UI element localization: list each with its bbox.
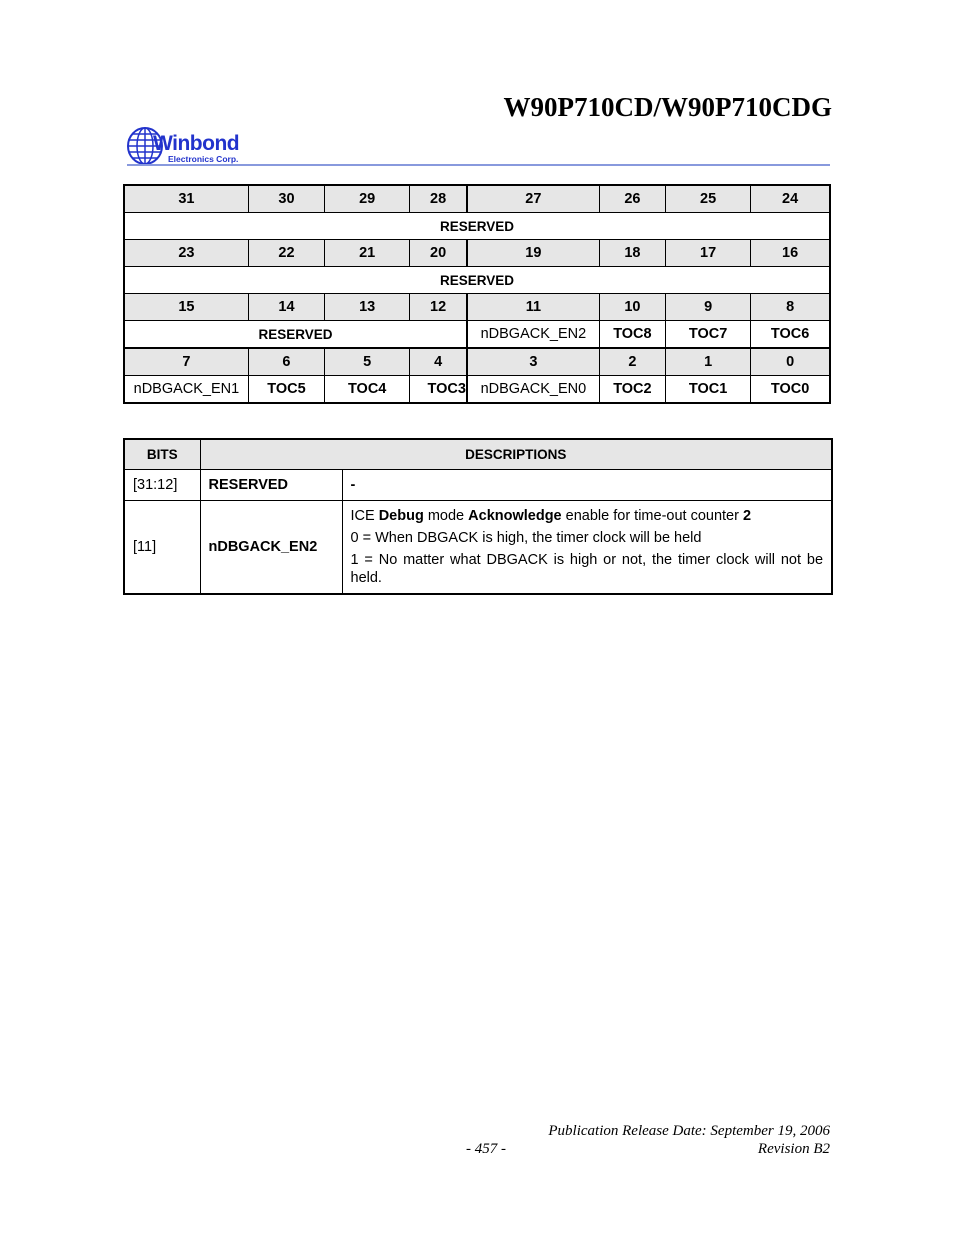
- register-bit-map: [123, 184, 831, 404]
- bit-number-row: [124, 240, 830, 267]
- bit-number: 29: [325, 185, 410, 213]
- field-toc8: TOC8: [599, 321, 665, 349]
- field-name: RESERVED: [200, 470, 342, 501]
- logo-subtitle: Electronics Corp.: [168, 154, 239, 164]
- bit-number: 25: [666, 185, 751, 213]
- bit-number: 5: [325, 348, 410, 376]
- field-description: [342, 501, 832, 595]
- bit-number: 15: [124, 294, 248, 321]
- description-line: [351, 507, 824, 525]
- document-title: W90P710CD/W90P710CDG: [503, 92, 832, 122]
- header-divider: [127, 164, 830, 166]
- bit-number: 17: [666, 240, 751, 267]
- field-toc0: TOC0: [751, 376, 830, 404]
- field-ndbgack-en1: nDBGACK_EN1: [124, 376, 248, 404]
- field-reserved: RESERVED: [124, 267, 830, 294]
- bit-number: 2: [599, 348, 665, 376]
- bit-number: 12: [410, 294, 467, 321]
- field-toc3: TOC3: [410, 376, 467, 404]
- bit-number: 27: [467, 185, 599, 213]
- bit-number: 30: [248, 185, 324, 213]
- bit-range: [31:12]: [124, 470, 200, 501]
- bit-number-row: [124, 294, 830, 321]
- field-ndbgack-en2: nDBGACK_EN2: [467, 321, 599, 349]
- bit-number: 10: [599, 294, 665, 321]
- bit-field-row: [124, 376, 830, 404]
- field-toc4: TOC4: [325, 376, 410, 404]
- bit-field-row: [124, 213, 830, 240]
- bit-number: 11: [467, 294, 599, 321]
- description-row: [124, 501, 832, 595]
- bit-number-row: [124, 185, 830, 213]
- bit-number: 6: [248, 348, 324, 376]
- bit-field-row: [124, 321, 830, 349]
- bit-description-table: [123, 438, 833, 595]
- bit-number: 0: [751, 348, 830, 376]
- field-toc1: TOC1: [666, 376, 751, 404]
- desc-bold-text: Debug: [378, 508, 424, 524]
- bits-column-header: BITS: [124, 439, 200, 470]
- bit-number: 22: [248, 240, 324, 267]
- desc-text: ICE: [350, 508, 379, 524]
- field-toc5: TOC5: [248, 376, 324, 404]
- field-reserved: RESERVED: [124, 321, 467, 349]
- field-reserved: RESERVED: [124, 213, 830, 240]
- field-name: nDBGACK_EN2: [200, 501, 342, 595]
- bit-number: 18: [599, 240, 665, 267]
- bit-number: 3: [467, 348, 599, 376]
- bit-number: 1: [666, 348, 751, 376]
- bit-number: 16: [751, 240, 830, 267]
- winbond-logo: [127, 126, 252, 166]
- bit-number: 4: [410, 348, 467, 376]
- bit-number: 20: [410, 240, 467, 267]
- bit-number: 26: [599, 185, 665, 213]
- bit-number: 21: [325, 240, 410, 267]
- description-line: 1 = No matter what DBGACK is high or not, the timer clock will not be held.: [350, 552, 824, 586]
- bit-number: 13: [325, 294, 410, 321]
- description-row: [124, 470, 832, 501]
- bit-number: 9: [666, 294, 751, 321]
- field-toc7: TOC7: [666, 321, 751, 349]
- desc-text: enable for time-out counter: [561, 508, 743, 524]
- bit-number: 8: [751, 294, 830, 321]
- bit-range: [11]: [124, 501, 200, 595]
- revision: Revision B2: [757, 1141, 830, 1157]
- desc-bold-text: 2: [742, 508, 752, 524]
- bit-number: 23: [124, 240, 248, 267]
- description-line: 0 = When DBGACK is high, the timer clock will be held: [350, 530, 702, 546]
- field-toc6: TOC6: [751, 321, 830, 349]
- bit-number: 19: [467, 240, 599, 267]
- bit-number: 24: [751, 185, 830, 213]
- bit-number-row: [124, 348, 830, 376]
- logo-wordmark: Winbond: [153, 132, 240, 155]
- field-ndbgack-en0: nDBGACK_EN0: [467, 376, 599, 404]
- desc-text: mode: [423, 508, 469, 524]
- bit-number: 14: [248, 294, 324, 321]
- description-header-row: [124, 439, 832, 470]
- bit-number: 7: [124, 348, 248, 376]
- desc-bold-text: Acknowledge: [468, 508, 562, 524]
- bit-number: 31: [124, 185, 248, 213]
- bit-number: 28: [410, 185, 467, 213]
- publication-release-date: Publication Release Date: September 19, 2006: [548, 1123, 830, 1139]
- field-description: -: [342, 470, 832, 501]
- page-number: - 457 -: [466, 1141, 506, 1157]
- field-toc2: TOC2: [599, 376, 665, 404]
- bit-field-row: [124, 267, 830, 294]
- descriptions-column-header: DESCRIPTIONS: [200, 439, 832, 470]
